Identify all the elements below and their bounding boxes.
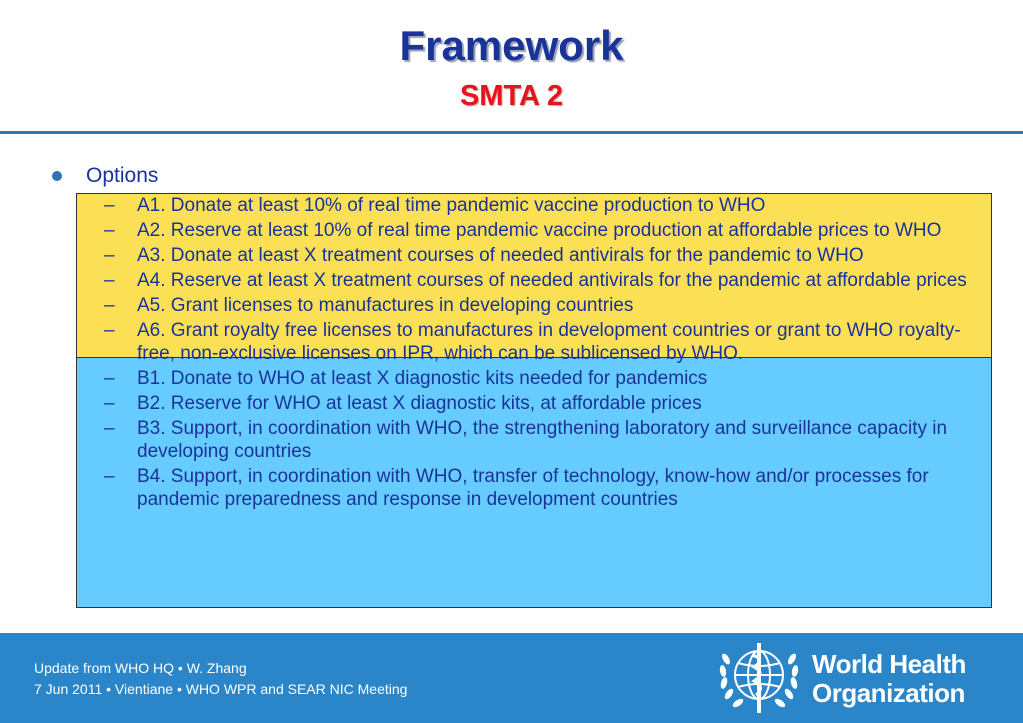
options-label: Options xyxy=(86,164,159,187)
list-item: – B1. Donate to WHO at least X diagnostic kits needed for pandemics xyxy=(104,368,708,389)
footer-presenter: Update from WHO HQ • W. Zhang xyxy=(34,660,247,676)
dash-icon: – xyxy=(104,295,115,316)
list-item: – A3. Donate at least X treatment courses of needed antivirals for the pandemic to WHO xyxy=(104,245,864,266)
dash-icon: – xyxy=(104,195,115,216)
list-item: – A5. Grant licenses to manufactures in developing countries xyxy=(104,295,634,316)
list-item: – A2. Reserve at least 10% of real time pandemic vaccine production at affordable prices to WHO xyxy=(104,220,942,241)
bullet-dot-icon xyxy=(52,171,62,181)
list-item: – B4. Support, in coordination with WHO, transfer of technology, know-how and/or processes for pandemic preparedness and response in development countries xyxy=(104,466,929,510)
dash-icon: – xyxy=(104,270,115,291)
dash-icon: – xyxy=(104,368,115,389)
slide-title: Framework xyxy=(399,22,624,69)
list-item: – A6. Grant royalty free licenses to manufactures in development countries or grant to WHO royalty-free, non-exclusive licenses on IPR, which can be sublicensed by WHO. xyxy=(104,320,961,364)
dash-icon: – xyxy=(104,320,115,341)
dash-icon: – xyxy=(104,245,115,266)
list-item: – B3. Support, in coordination with WHO, the strengthening laboratory and surveillance capacity in developing countries xyxy=(104,418,948,462)
who-emblem-icon xyxy=(718,639,800,717)
dash-icon: – xyxy=(104,393,115,414)
options-bullet xyxy=(52,163,158,189)
title-divider xyxy=(0,131,1023,134)
footer-event: 7 Jun 2011 • Vientiane • WHO WPR and SEAR NIC Meeting xyxy=(34,681,408,697)
list-item: – A1. Donate at least 10% of real time pandemic vaccine production to WHO xyxy=(104,195,766,216)
slide-subtitle: SMTA 2 xyxy=(459,80,564,112)
dash-icon: – xyxy=(104,466,115,487)
footer-bar xyxy=(0,633,1023,723)
org-name-line2: Organization xyxy=(812,678,965,708)
list-item: – B2. Reserve for WHO at least X diagnostic kits, at affordable prices xyxy=(104,393,702,414)
dash-icon: – xyxy=(104,418,115,439)
list-item: – A4. Reserve at least X treatment courses of needed antivirals for the pandemic at affordable prices xyxy=(104,270,967,291)
dash-icon: – xyxy=(104,220,115,241)
options-list xyxy=(104,193,984,511)
org-name-line1: World Health xyxy=(812,649,966,679)
